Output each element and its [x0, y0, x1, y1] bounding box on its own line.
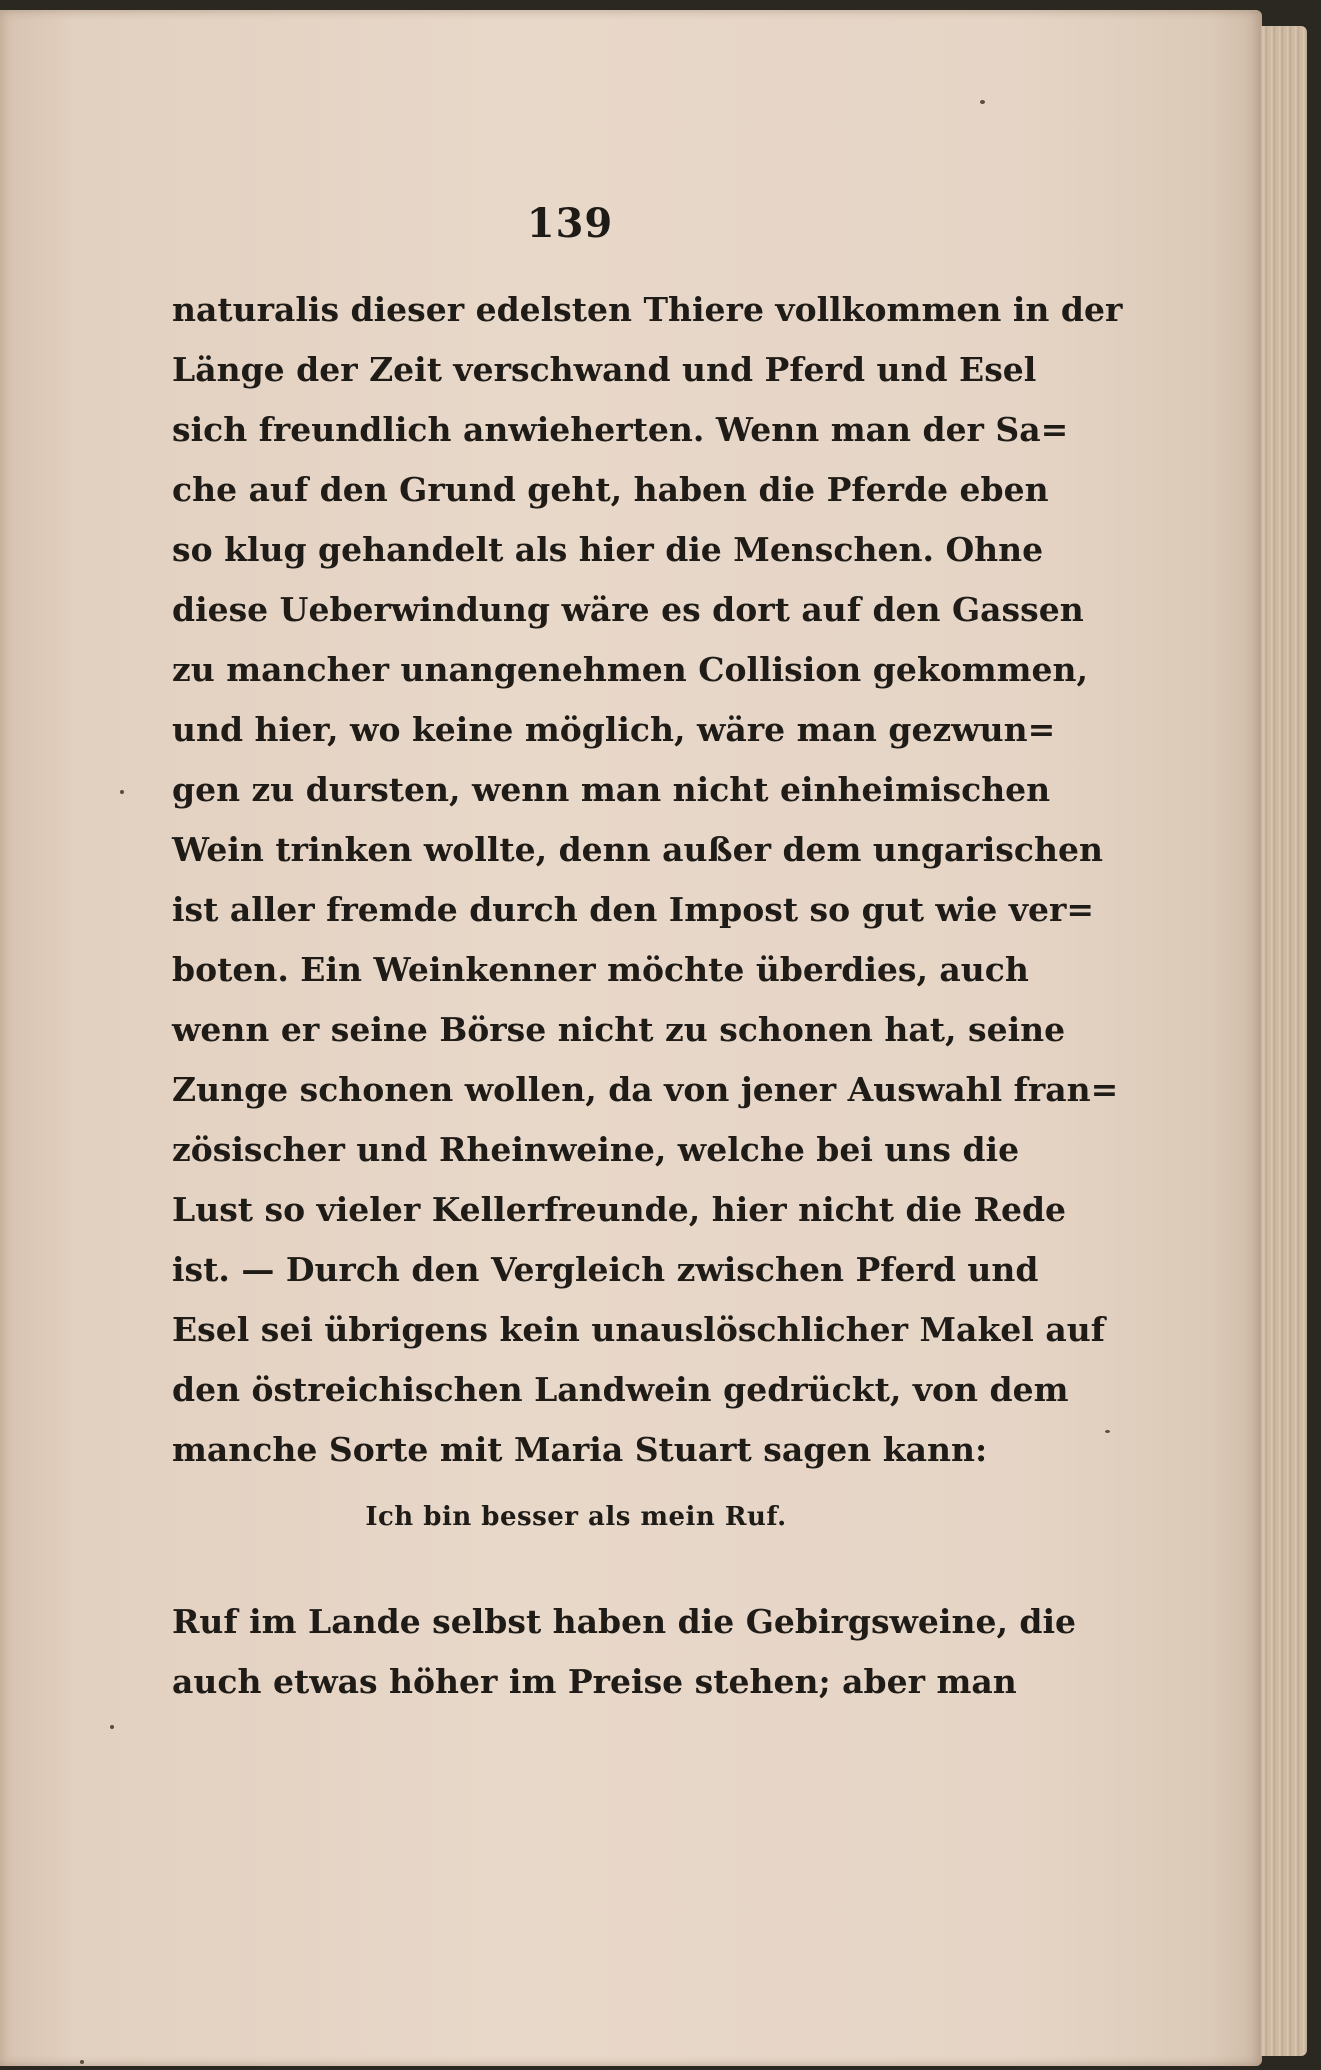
text-line: Esel sei übrigens kein unauslöschlicher Makel auf — [172, 1310, 1105, 1349]
text-line: Wein trinken wollte, denn außer dem ungarischen — [172, 830, 1103, 869]
text-line: Lust so vieler Kellerfreunde, hier nicht die Rede — [172, 1190, 1067, 1229]
paper-speck — [110, 1725, 114, 1729]
text-line: boten. Ein Weinkenner möchte überdies, auch — [172, 950, 1029, 989]
paper-speck — [120, 790, 124, 794]
page-edge — [1261, 26, 1307, 2056]
main-text — [172, 280, 1123, 1480]
paper-speck — [80, 2060, 84, 2064]
text-line: ist aller fremde durch den Impost so gut wie ver= — [172, 890, 1095, 929]
paper-speck — [980, 100, 985, 104]
text-line: manche Sorte mit Maria Stuart sagen kann: — [172, 1430, 988, 1469]
text-line: ist. — Durch den Vergleich zwischen Pferd und — [172, 1250, 1039, 1289]
text-line: auch etwas höher im Preise stehen; aber man — [172, 1662, 1017, 1701]
text-line: Ruf im Lande selbst haben die Gebirgsweine, die — [172, 1602, 1077, 1641]
text-line: naturalis dieser edelsten Thiere vollkommen in der — [172, 290, 1123, 329]
text-line: Zunge schonen wollen, da von jener Auswahl fran= — [172, 1070, 1119, 1109]
text-line: und hier, wo keine möglich, wäre man gezwun= — [172, 710, 1056, 749]
text-line: diese Ueberwindung wäre es dort auf den Gassen — [172, 590, 1084, 629]
text-line: zösischer und Rheinweine, welche bei uns die — [172, 1130, 1020, 1169]
page-number: 139 — [526, 200, 614, 247]
continuation-text — [172, 1592, 1077, 1712]
text-line: sich freundlich anwieherten. Wenn man der Sa= — [172, 410, 1069, 449]
text-line: wenn er seine Börse nicht zu schonen hat, seine — [172, 1010, 1066, 1049]
text-line: den östreichischen Landwein gedrückt, von dem — [172, 1370, 1069, 1409]
text-line: so klug gehandelt als hier die Menschen. Ohne — [172, 530, 1044, 569]
paper-speck — [1105, 1430, 1110, 1433]
text-line: zu mancher unangenehmen Collision gekommen, — [172, 650, 1089, 689]
text-line: che auf den Grund geht, haben die Pferde eben — [172, 470, 1049, 509]
block-quote: Ich bin besser als mein Ruf. — [365, 1502, 787, 1532]
text-line: Länge der Zeit verschwand und Pferd und Esel — [172, 350, 1037, 389]
book-page — [0, 10, 1262, 2066]
text-line: gen zu dursten, wenn man nicht einheimischen — [172, 770, 1051, 809]
